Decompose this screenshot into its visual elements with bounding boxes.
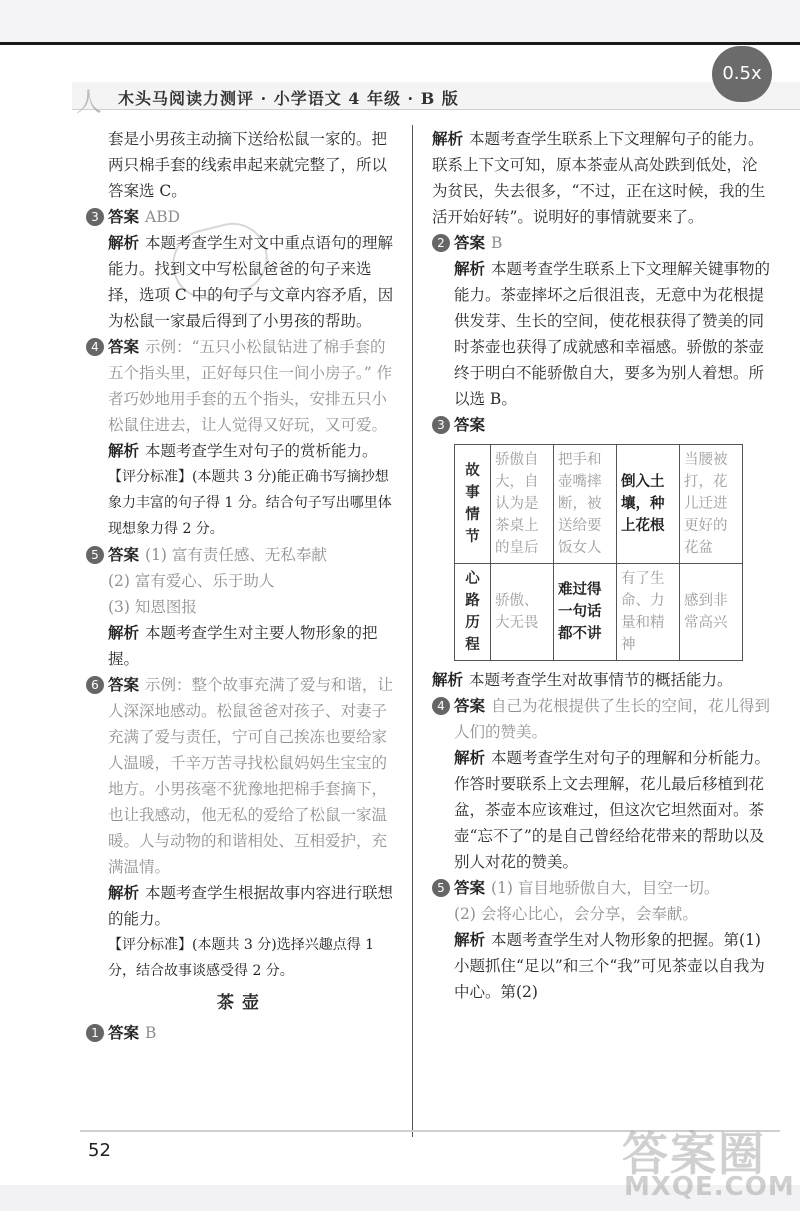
row-header-feelings: 心路历程	[455, 564, 491, 661]
answer-item-3	[86, 204, 398, 334]
question-number: 5	[86, 546, 104, 564]
site-watermark: 答案圈	[622, 1127, 766, 1181]
answer-item-6	[86, 672, 398, 984]
analysis-label: 解析	[108, 442, 140, 460]
answer-part-1: (1) 盲目地骄傲自大，目空一切。	[491, 879, 720, 897]
analysis-text: 本题考查学生对故事情节的概括能力。	[469, 671, 733, 689]
analysis-label: 解析	[108, 624, 140, 642]
answer-label: 答案	[454, 697, 486, 715]
header-logo-glyph: 人	[76, 88, 103, 118]
answer-text: 自己为花根提供了生长的空间，花儿得到人们的赞美。	[454, 697, 771, 741]
table-cell: 把手和壶嘴摔断，被送给要饭女人	[554, 445, 617, 564]
answer-text: B	[145, 1024, 157, 1042]
column-divider	[412, 125, 413, 1137]
right-column	[432, 126, 772, 1005]
table-row	[455, 564, 743, 661]
answer-item-5	[86, 542, 398, 672]
viewer-top-bar	[0, 0, 800, 44]
running-header-title: 木头马阅读力测评 · 小学语文 4 年级 · B 版	[118, 89, 459, 108]
analysis-text: 本题考查学生根据故事内容进行联想的能力。	[108, 884, 394, 928]
answer-label: 答案	[454, 234, 486, 252]
answer-item-5	[432, 875, 772, 1005]
answer-item-1	[86, 1020, 398, 1046]
answer-text: 示例：“五只小松鼠钻进了棉手套的五个指头里，正好每只住一间小房子。” 作者巧妙地用手套的五个指头，安排五只小松鼠住进去，让人觉得又好玩，又可爱。	[108, 338, 393, 434]
left-column	[86, 126, 398, 1046]
page-number: 52	[88, 1140, 111, 1161]
analysis-label: 解析	[454, 260, 486, 278]
answer-text: B	[491, 234, 503, 252]
question-number: 3	[432, 416, 450, 434]
table-cell: 有了生命、力量和精神	[617, 564, 680, 661]
playback-speed-button[interactable]: 0.5x	[712, 46, 772, 102]
answer-item-4	[86, 334, 398, 542]
table-cell: 骄傲、大无畏	[491, 564, 554, 661]
analysis-label: 解析	[454, 749, 486, 767]
analysis-label: 解析	[108, 234, 140, 252]
question-number: 4	[86, 338, 104, 356]
answer-part-3: (3) 知恩图报	[108, 598, 197, 616]
answer-label: 答案	[108, 208, 140, 226]
table-cell: 感到非常高兴	[680, 564, 743, 661]
answer-label: 答案	[454, 416, 486, 434]
answer-text: 示例：整个故事充满了爱与和谐，让人深深地感动。松鼠爸爸对孩子、对妻子充满了爱与责任，宁可自己挨冻也要给家人温暖，千辛万苦寻找松鼠妈妈生宝宝的地方。小男孩毫不犹豫地把棉手套摘下，也让我感动，他无私的爱给了松鼠一家温暖。人与动物的和谐相处、互相爱护，充满温情。	[108, 676, 394, 876]
answer-item-3	[432, 412, 772, 438]
table-row	[455, 445, 743, 564]
analysis-label: 解析	[432, 130, 464, 148]
answer-label: 答案	[108, 338, 140, 356]
table-cell: 骄傲自大，自认为是茶桌上的皇后	[491, 445, 554, 564]
analysis-text: 本题考查学生对文中重点语句的理解能力。找到文中写松鼠爸爸的句子来选择，选项 C 中的句子与文章内容矛盾，因为松鼠一家最后得到了小男孩的帮助。	[108, 234, 394, 330]
question-number: 5	[432, 879, 450, 897]
continued-analysis: 套是小男孩主动摘下送给松鼠一家的。把两只棉手套的线索串起来就完整了，所以答案选 C。	[108, 130, 388, 200]
analysis-text: 本题考查学生对主要人物形象的把握。	[108, 624, 378, 668]
answer-part-1: (1) 富有责任感、无私奉献	[145, 546, 327, 564]
analysis-label: 解析	[454, 931, 486, 949]
answer-part-2: (2) 会将心比心，会分享，会奉献。	[454, 905, 698, 923]
analysis-text: 本题考查学生对人物形象的把握。第(1)小题抓住“足以”和三个“我”可见茶壶以自我为中心。第(2)	[454, 931, 765, 1001]
table-cell: 倒入土壤，种上花根	[617, 445, 680, 564]
analysis-label: 解析	[432, 671, 464, 689]
answer-item-4	[432, 693, 772, 875]
question-number: 6	[86, 676, 104, 694]
scoring-rule: 【评分标准】(本题共 3 分)能正确书写摘抄想象力丰富的句子得 1 分。结合句子写出哪里体现想象力得 2 分。	[108, 469, 392, 537]
section-title: 茶壶	[217, 993, 267, 1013]
analysis-text: 本题考查学生联系上下文理解句子的能力。联系上下文可知，原本茶壶从高处跌到低处，沦为贫民，失去很多，“不过，正在这时候，我的生活开始好转”。说明好的事情就要来了。	[432, 130, 766, 226]
answer-label: 答案	[108, 1024, 140, 1042]
answer-label: 答案	[108, 546, 140, 564]
row-header-plot: 故事情节	[455, 445, 491, 564]
table-cell: 难过得一句话都不讲	[554, 564, 617, 661]
question-number: 3	[86, 208, 104, 226]
story-table	[454, 444, 743, 661]
answer-text: ABD	[145, 208, 181, 226]
question-number: 1	[86, 1024, 104, 1042]
table-cell: 当腰被打，花儿迁进更好的花盆	[680, 445, 743, 564]
answer-label: 答案	[454, 879, 486, 897]
answer-part-2: (2) 富有爱心、乐于助人	[108, 572, 275, 590]
analysis-text: 本题考查学生对句子的理解和分析能力。作答时要联系上文去理解，花儿最后移植到花盆，茶壶本应该难过，但这次它坦然面对。茶壶“忘不了”的是自己曾经给花带来的帮助以及别人对花的赞美。	[454, 749, 771, 871]
question-number: 2	[432, 234, 450, 252]
scoring-rule: 【评分标准】(本题共 3 分)选择兴趣点得 1 分，结合故事谈感受得 2 分。	[108, 937, 375, 979]
question-number: 4	[432, 697, 450, 715]
analysis-label: 解析	[108, 884, 140, 902]
site-watermark-url: MXQE.COM	[624, 1172, 795, 1202]
analysis-text: 本题考查学生联系上下文理解关键事物的能力。茶壶摔坏之后很沮丧，无意中为花根提供发芽、生长的空间，使花根获得了赞美的同时茶壶也获得了成就感和幸福感。骄傲的茶壶终于明白不能骄傲自大，要多为别人着想。所以选 B。	[454, 260, 771, 408]
analysis-text: 本题考查学生对句子的赏析能力。	[145, 442, 378, 460]
answer-label: 答案	[108, 676, 140, 694]
answer-item-2	[432, 230, 772, 412]
